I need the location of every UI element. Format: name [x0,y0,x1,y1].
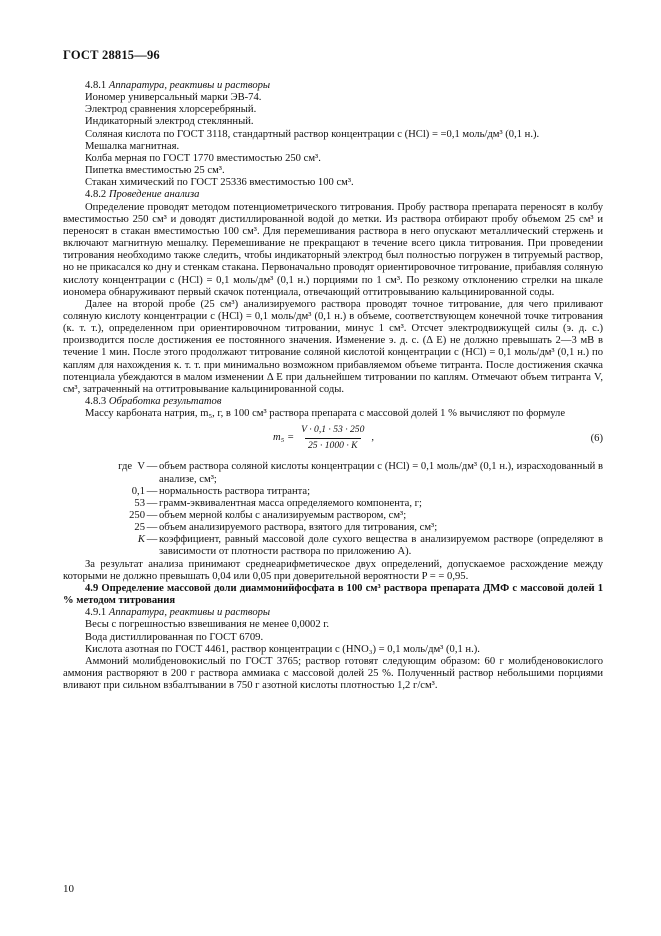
definition-row [63,486,603,498]
definition-dash: — [146,485,158,497]
definition-dash: — [146,510,158,521]
definition-dash: — [146,497,158,509]
formula-fraction [298,424,367,451]
list-item: Кислота азотная по ГОСТ 4461, раствор концентрации c (HNO₃) = 0,1 моль/дм³ (0,1 н.). [85,643,480,655]
section-title: Обработка результатов [108,396,222,408]
definition-text: грамм-эквивалентная масса определяемого компонента, г; [159,497,422,509]
list-item: Иономер универсальный марки ЭВ-74. [85,92,262,104]
section-title: Аппаратура, реактивы и растворы [108,80,271,91]
section-4-9-1-heading [63,607,603,619]
section-4-8-1-heading [63,80,603,92]
definition-text: объем анализируемого раствора, взятого для титрования, см³; [159,522,438,534]
section-title: Проведение анализа [108,189,200,201]
formula-expression [273,424,374,451]
section-number: 4.8.2 [85,189,107,201]
section-4-8-3-heading [63,396,603,408]
definition-row [63,522,603,534]
analysis-paragraph-1: Определение проводят методом потенциометрического титрования. Пробу раствора препарата переносят в колбу вместимостью 250 см³ и доводят дистиллированной водой до метки. Из раствора отбирают пробу объемом 25 см³ и переносят в стакан вместимостью 100 см³. Для перемешивания раствора в него опускают металлический стержень и включают магнитную мешалку. Перемешивание не прекращают в течение всего цикла титрования. При проведении титрования необходимо также следить, чтобы индикаторный электрод был полностью погружен в титруемый раствор, но не прикасался ко дну и стенкам стакана. Первоначально проводят ориентировочное титрование, прибавляя соляную кислоту концентрации c (HCl) = 0,1 моль/дм³ (0,1 н.) порциями по 1 см³. По резкому отклонению стрелки на шкале иономера обнаруживают первый скачок потенциала, отвечающий оттитровыванию кальцинированной соды. [63,201,603,298]
list-item: Вода дистиллированная по ГОСТ 6709. [85,631,264,643]
definition-text: коэффициент, равный массовой доле сухого вещества в анализируемом растворе (определяют в зависимости от плотности раствора по приложению А). [159,534,603,558]
formula-numerator: V · 0,1 · 53 · 250 [301,424,365,436]
section-number: 4.8.1 [85,80,107,91]
results-paragraph-1: Массу карбоната натрия, m₅, г, в 100 см³ раствора препарата с массовой долей 1 % вычисляют по формуле [85,408,566,420]
definition-row [63,498,603,510]
list-item: Электрод сравнения хлорсеребряный. [85,104,257,116]
list-item: Весы с погрешностью взвешивания не менее 0,0002 г. [85,619,330,631]
section-number: 4.8.3 [85,396,107,408]
definition-row [63,534,603,558]
formula-6 [63,422,603,458]
definition-symbol: 250 [129,510,145,521]
definition-symbol: K [137,534,145,546]
document-body [63,80,603,692]
definition-symbol: 25 [134,522,145,534]
analysis-paragraph-2: Далее на второй пробе (25 см³) анализируемого раствора проводят точное титрование, для чего приливают соляную кислоту концентрации c (HCl) = 0,1 моль/дм³ (0,1 н.) в объеме, соответствующем конечной точке титрования (к. т. т.), определенном при ориентировочном титровании, минус 1 см³. Отсчет электродвижущей силы (э. д. с.) производится после достижения ее постоянного значения. Изменение э. д. с. (Δ E) не должно превышать 2—3 мВ в течение 1 мин. После этого продолжают титрование соляной кислотой концентрации c (HCl) = 0,1 моль/дм³ (0,1 н.) по каплям для нахождения к. т. т. при минимально возможном прибавляемом объеме титранта. После достижения скачка потенциала убеждаются в малом изменении Δ E при дальнейшем титровании по каплям. Отмечают объем титранта V, см³, затраченный на оттитровывание кальцинированной соды. [63,298,603,395]
variable-definitions [63,461,603,558]
definition-row [63,510,603,522]
definition-dash: — [146,461,158,473]
list-item: Индикаторный электрод стеклянный. [85,116,254,128]
page-number: 10 [63,883,74,895]
definition-symbol: 0,1 [131,485,145,497]
section-4-9-heading: 4.9 Определение массовой доли диаммонийфосфата в 100 см³ раствора препарата ДМФ с массовой долей 1 % методом титрования [63,582,603,607]
definition-row [63,461,603,485]
molybdate-paragraph: Аммоний молибденовокислый по ГОСТ 3765; раствор готовят следующим образом: 60 г молибденовокислого аммония растворяют в 200 г раствора аммиака с массовой долей 25 %. Полученный раствор небольшими порциями вливают при сильном взбалтывании в 750 г азотной кислоты плотностью 1,2 г/см³. [63,655,603,692]
results-paragraph-2: За результат анализа принимают среднеарифметическое двух определений, допускаемое расхождение между которыми не должно превышать 0,04 или 0,05 при доверительной вероятности P = = 0,95. [63,558,603,582]
definition-text: объем мерной колбы с анализируемым раствором, см³; [159,510,407,521]
section-title: Аппаратура, реактивы и растворы [108,607,271,619]
list-item: Пипетка вместимостью 25 см³. [85,165,225,177]
section-4-8-2-heading [63,189,603,201]
section-number: 4.9.1 [85,607,107,619]
acid-reagent-paragraph: Соляная кислота по ГОСТ 3118, стандартный раствор концентрации c (HCl) = =0,1 моль/дм³ (0,1 н.). [85,128,540,140]
definition-symbol: где V [118,461,145,473]
list-item: Колба мерная по ГОСТ 1770 вместимостью 250 см³. [85,152,321,164]
formula-denominator: 25 · 1000 · K [305,438,361,452]
definition-symbol: 53 [134,497,145,509]
formula-lhs: m₅ = [273,431,295,443]
definition-dash: — [146,522,158,534]
definition-text: объем раствора соляной кислоты концентрации c (HCl) = 0,1 моль/дм³ (0,1 н.), израсходованный в анализе, см³; [159,461,603,485]
document-header: ГОСТ 28815—96 [63,48,160,62]
equation-number: (6) [590,433,603,445]
definition-dash: — [146,534,158,546]
list-item: Стакан химический по ГОСТ 25336 вместимостью 100 см³. [85,177,354,189]
definition-text: нормальность раствора титранта; [159,485,311,497]
list-item: Мешалка магнитная. [85,140,180,152]
formula-tail: , [371,431,375,443]
